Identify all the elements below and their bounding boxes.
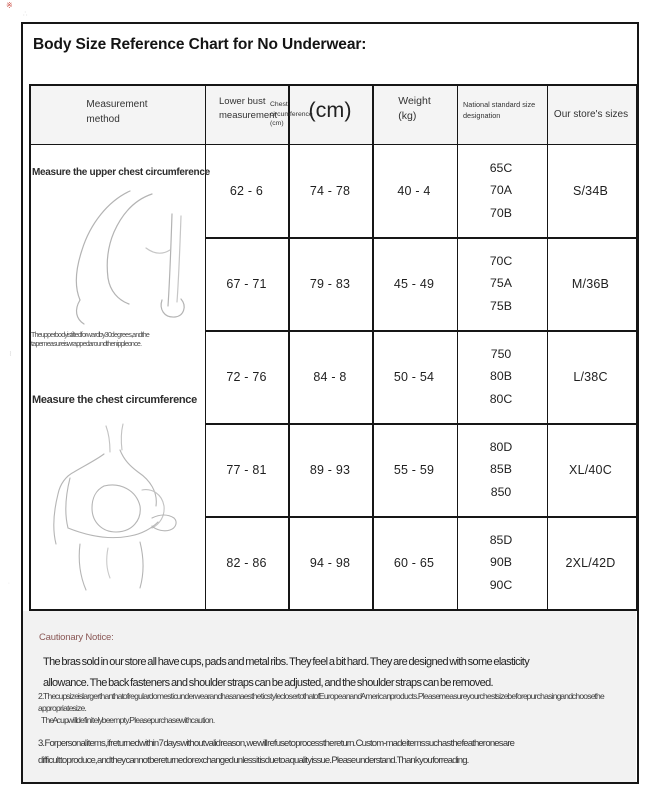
header-measurement-method <box>29 97 205 127</box>
size-line: 750 <box>490 346 512 361</box>
size-line: 90C <box>489 577 513 592</box>
notice-line: 3. For personal items, if returned within 7 days without valid reason, we will refuse to process the return. Custom-made items such as the feather ones are <box>38 738 515 749</box>
size-line: 80C <box>489 391 513 406</box>
cell-store-size: S/34B <box>572 183 609 198</box>
size-line: 80B <box>490 369 512 384</box>
cell-lower-bust: 72 - 76 <box>226 369 267 384</box>
cell-weight: 50 - 54 <box>393 369 435 384</box>
cell-chest: 79 - 83 <box>309 276 351 291</box>
notice-main-paragraph <box>43 652 643 694</box>
cell-chest: 94 - 98 <box>309 555 351 570</box>
size-line: 65C <box>489 160 513 175</box>
header-line: Weight <box>398 95 431 107</box>
upper-chest-caption <box>31 332 149 349</box>
cell-store-size: 2XL/42D <box>565 555 616 570</box>
header-national-standard <box>463 99 535 121</box>
cell-lower-bust: 67 - 71 <box>226 276 267 291</box>
grid-line <box>636 84 638 611</box>
notice-note-2 <box>38 690 638 714</box>
size-line: 70C <box>489 253 513 268</box>
upper-chest-heading: Measure the upper chest circumference <box>32 167 210 178</box>
cell-store-size: L/38C <box>573 369 608 384</box>
header-lower-bust <box>219 95 277 123</box>
header-store-sizes: Our store's sizes <box>553 108 629 120</box>
header-line: Measurement <box>86 99 148 110</box>
cell-national-sizes <box>457 424 545 515</box>
cell-weight: 55 - 59 <box>393 462 435 477</box>
cell-store-size: XL/40C <box>569 462 612 477</box>
cell-chest: 89 - 93 <box>309 462 351 477</box>
notice-line: appropriate size. <box>38 703 87 713</box>
cell-weight: 45 - 49 <box>393 276 435 291</box>
caption-line: The upper body is tilted forward by 30 degrees, and the <box>31 332 150 339</box>
cell-weight: 60 - 65 <box>393 555 435 570</box>
grid-line <box>29 609 637 611</box>
cell-chest: 84 - 8 <box>313 369 347 384</box>
size-line: 85B <box>490 462 512 477</box>
notice-line: 2. The cup size is larger than that of regular domestic underwear and has an aesthetic style closer to that of European and American products. Please measure your chest size before purchasing and choose the <box>38 691 604 701</box>
cell-store-size: M/36B <box>571 276 610 291</box>
smudge-artifact-icon: ∙ <box>8 580 10 587</box>
header-weight <box>372 94 457 124</box>
header-chest-circumference-cm: (cm) <box>308 98 352 122</box>
cell-lower-bust: 77 - 81 <box>226 462 267 477</box>
cell-weight: 40 - 4 <box>397 183 431 198</box>
header-line: (cm) <box>270 120 284 127</box>
size-line: 70B <box>490 205 512 220</box>
notice-line: difficult to produce, and they cannot be returned or exchanged unless it is due to a quality issue. Please understand. Thank you for reading. <box>38 755 469 766</box>
header-line: method <box>86 114 120 125</box>
cell-chest: 74 - 78 <box>309 183 351 198</box>
header-line: Chest <box>270 101 288 108</box>
size-line: 75B <box>490 298 512 313</box>
notice-line: The bras sold in our store all have cups, pads and metal ribs. They feel a bit hard. They are designed with some elasticity <box>43 656 530 668</box>
notice-line: The A cup will definitely be empty. Please purchase with caution. <box>41 715 215 725</box>
header-line: designation <box>463 111 501 120</box>
header-chest-circumference-small <box>270 100 313 129</box>
header-line: National standard size <box>463 100 536 109</box>
red-corner-artifact-icon: ※ <box>6 1 13 10</box>
notice-label: Cautionary Notice: <box>39 632 114 643</box>
header-line: measurement <box>219 110 278 121</box>
size-line: 70A <box>490 183 512 198</box>
size-line: 850 <box>490 484 512 499</box>
chest-measurement-illustration <box>44 416 200 596</box>
cell-national-sizes <box>457 145 545 236</box>
page-title: Body Size Reference Chart for No Underwear: <box>33 36 367 53</box>
cell-lower-bust: 82 - 86 <box>226 555 267 570</box>
notice-note-2b <box>41 714 641 726</box>
cell-national-sizes <box>457 331 545 422</box>
size-line: 80D <box>489 439 513 454</box>
smudge-artifact-icon: ≀ <box>9 349 12 358</box>
cell-national-sizes <box>457 517 545 608</box>
notice-line: allowance. The back fasteners and shoulder straps can be adjusted, and the shoulder straps can be removed. <box>43 677 493 689</box>
size-line: 75A <box>490 276 512 291</box>
header-line: (kg) <box>398 110 417 122</box>
upper-chest-measurement-illustration <box>34 188 198 330</box>
caption-line: tape measure is wrapped around the nipple once. <box>31 340 142 348</box>
size-line: 85D <box>489 532 513 547</box>
smudge-artifact-icon: ∴ <box>23 11 28 18</box>
notice-note-3 <box>38 735 638 769</box>
size-line: 90B <box>490 555 512 570</box>
chest-heading: Measure the chest circumference <box>32 394 197 406</box>
header-line: circumference <box>270 110 313 118</box>
cell-national-sizes <box>457 238 545 329</box>
cell-lower-bust: 62 - 6 <box>229 183 264 198</box>
header-line: Lower bust <box>219 96 266 107</box>
